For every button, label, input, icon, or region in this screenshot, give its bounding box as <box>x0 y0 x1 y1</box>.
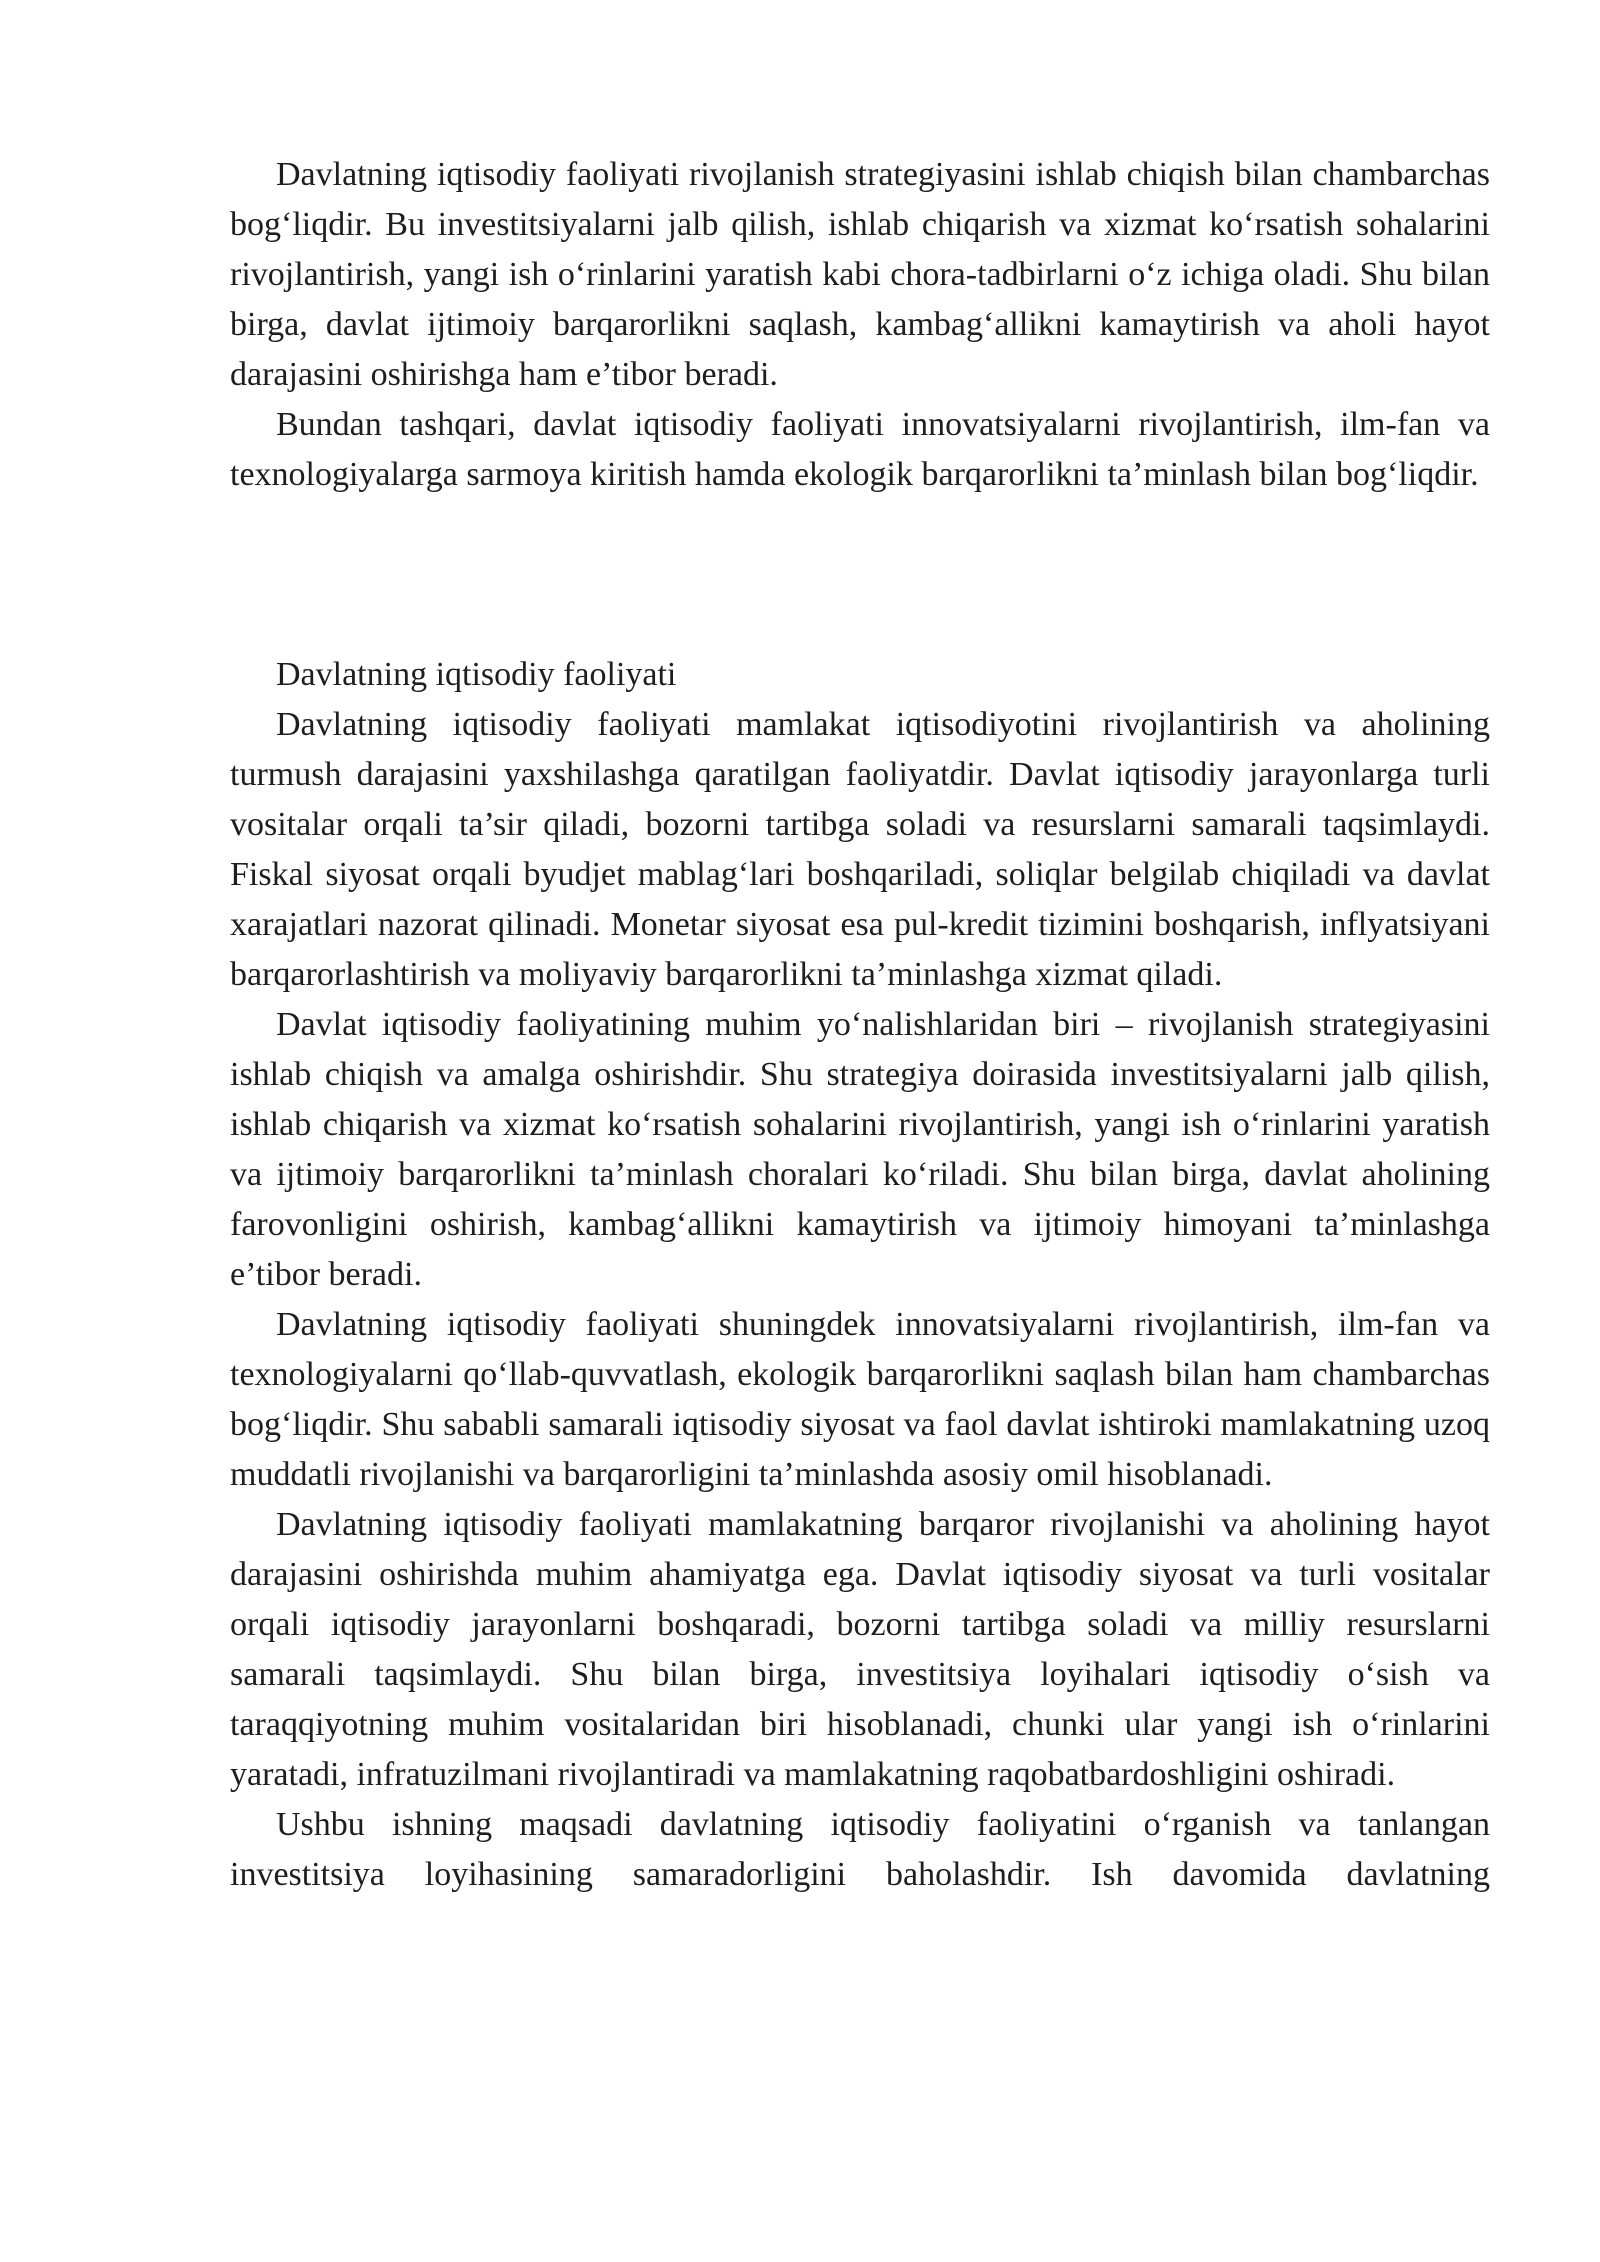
body-paragraph: Davlatning iqtisodiy faoliyati shuningdek innovatsiyalarni rivojlantirish, ilm-fan va texnologiyalarni qo‘llab-quvvatlash, ekologik barqarorlikni saqlash bilan ham chambarchas bog‘liqdir. Shu sababli samarali iqtisodiy siyosat va faol davlat ishtiroki mamlakatning uzoq muddatli rivojlanishi va barqarorligini ta’minlashda asosiy omil hisoblanadi. <box>230 1306 1490 1493</box>
body-paragraph: Davlatning iqtisodiy faoliyati mamlakatning barqaror rivojlanishi va aholining hayot darajasini oshirishda muhim ahamiyatga ega. Davlat iqtisodiy siyosat va turli vositalar orqali iqtisodiy jarayonlarni boshqaradi, bozorni tartibga soladi va milliy resurslarni samarali taqsimlaydi. Shu bilan birga, investitsiya loyihalari iqtisodiy o‘sish va taraqqiyotning muhim vositalaridan biri hisoblanadi, chunki ular yangi ish o‘rinlarini yaratadi, infratuzilmani rivojlantiradi va mamlakatning raqobatbardoshligini oshiradi. <box>230 1506 1490 1793</box>
main-section <box>230 650 1490 1900</box>
intro-paragraph: Bundan tashqari, davlat iqtisodiy faoliyati innovatsiyalarni rivojlantirish, ilm-fan va texnologiyalarga sarmoya kiritish hamda ekologik barqarorlikni ta’minlash bilan bog‘liqdir. <box>230 406 1490 493</box>
section-heading: Davlatning iqtisodiy faoliyati <box>276 656 677 693</box>
body-paragraph: Davlatning iqtisodiy faoliyati mamlakat iqtisodiyotini rivojlantirish va aholining turmush darajasini yaxshilashga qaratilgan faoliyatdir. Davlat iqtisodiy jarayonlarga turli vositalar orqali ta’sir qiladi, bozorni tartibga soladi va resurslarni samarali taqsimlaydi. Fiskal siyosat orqali byudjet mablag‘lari boshqariladi, soliqlar belgilab chiqiladi va davlat xarajatlari nazorat qilinadi. Monetar siyosat esa pul-kredit tizimini boshqarish, inflyatsiyani barqarorlashtirish va moliyaviy barqarorlikni ta’minlashga xizmat qiladi. <box>230 706 1490 993</box>
intro-section <box>230 150 1490 500</box>
document-page <box>230 150 1490 1900</box>
body-paragraph: Davlat iqtisodiy faoliyatining muhim yo‘nalishlaridan biri – rivojlanish strategiyasini ishlab chiqish va amalga oshirishdir. Shu strategiya doirasida investitsiyalarni jalb qilish, ishlab chiqarish va xizmat ko‘rsatish sohalarini rivojlantirish, yangi ish o‘rinlarini yaratish va ijtimoiy barqarorlikni ta’minlash choralari ko‘riladi. Shu bilan birga, davlat aholining farovonligini oshirish, kambag‘allikni kamaytirish va ijtimoiy himoyani ta’minlashga e’tibor beradi. <box>230 1006 1490 1293</box>
intro-paragraph: Davlatning iqtisodiy faoliyati rivojlanish strategiyasini ishlab chiqish bilan chambarchas bog‘liqdir. Bu investitsiyalarni jalb qilish, ishlab chiqarish va xizmat ko‘rsatish sohalarini rivojlantirish, yangi ish o‘rinlarini yaratish kabi chora-tadbirlarni o‘z ichiga oladi. Shu bilan birga, davlat ijtimoiy barqarorlikni saqlash, kambag‘allikni kamaytirish va aholi hayot darajasini oshirishga ham e’tibor beradi. <box>230 156 1490 393</box>
body-paragraph: Ushbu ishning maqsadi davlatning iqtisodiy faoliyatini o‘rganish va tanlangan investitsiya loyihasining samaradorligini baholashdir. Ish davomida davlatning <box>230 1806 1490 1893</box>
